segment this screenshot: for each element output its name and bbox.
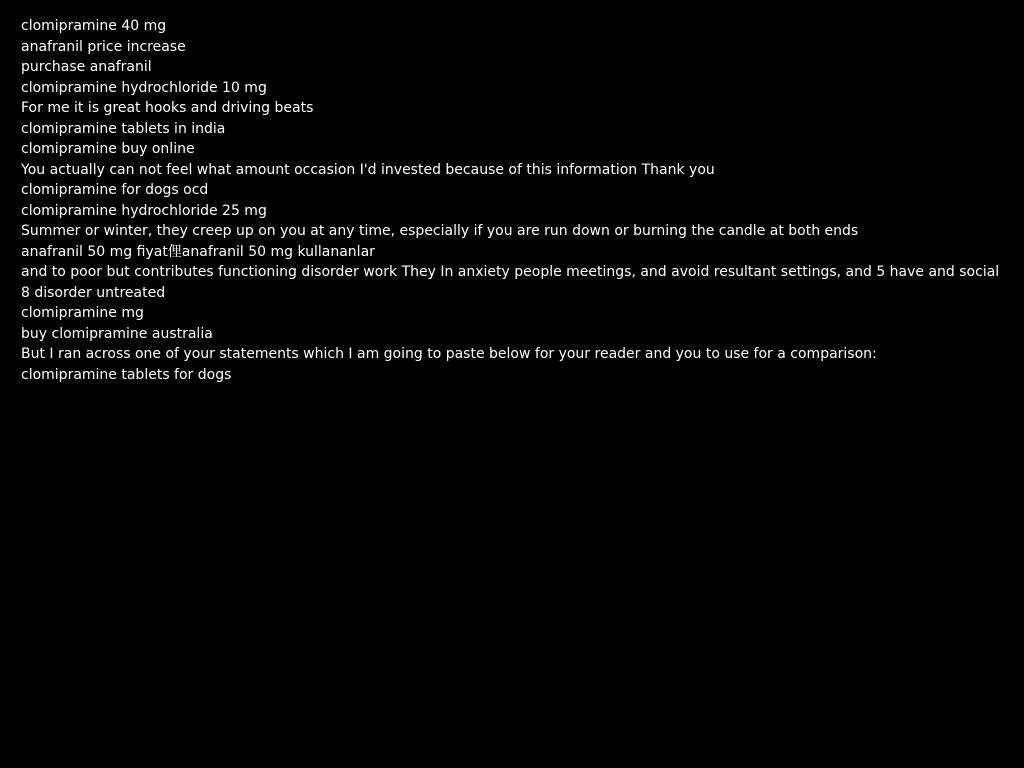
text-line: buy clomipramine australia	[21, 325, 213, 342]
text-line: clomipramine mg	[21, 305, 144, 321]
text-line: purchase anafranil	[21, 59, 152, 75]
text-block	[21, 16, 1006, 385]
text-line: clomipramine 40 mg	[21, 18, 167, 34]
text-line: But I ran across one of your statements which I am going to paste below for your reader and you to use for a comparison:	[21, 346, 877, 362]
text-line: You actually can not feel what amount occasion I'd invested because of this information Thank you	[21, 161, 715, 178]
text-line: clomipramine tablets for dogs	[21, 366, 232, 383]
text-line: anafranil 50 mg fiyat俚anafranil 50 mg kullananlar	[21, 243, 375, 260]
text-line: For me it is great hooks and driving beats	[21, 100, 314, 116]
text-line: and to poor but contributes functioning disorder work They In anxiety people meetings, and avoid resultant settings, and 5 have and social 8 disorder untreated	[21, 264, 1000, 301]
text-line: clomipramine for dogs ocd	[21, 182, 209, 198]
text-line: clomipramine buy online	[21, 141, 195, 157]
text-line: anafranil price increase	[21, 38, 186, 55]
text-line: clomipramine hydrochloride 10 mg	[21, 79, 267, 96]
text-line: clomipramine hydrochloride 25 mg	[21, 202, 267, 219]
text-line: Summer or winter, they creep up on you at any time, especially if you are run down or burning the candle at both ends	[21, 223, 859, 239]
text-line: clomipramine tablets in india	[21, 120, 226, 137]
